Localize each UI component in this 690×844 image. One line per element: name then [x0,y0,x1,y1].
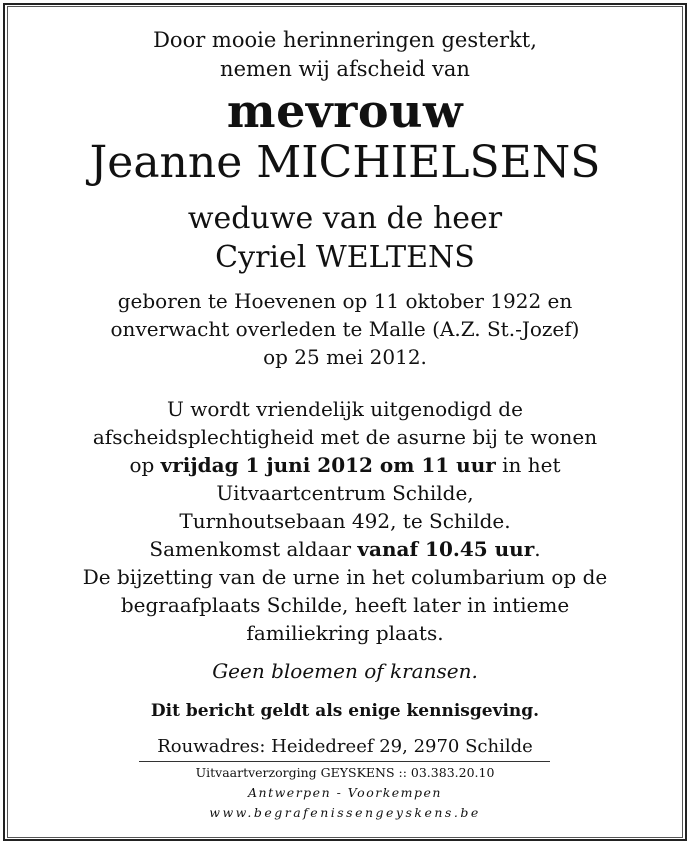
funeral-home-contact: Uitvaartverzorging GEYSKENS :: 03.383.20.10 [195,765,495,780]
invitation-line: familiekring plaats. [246,621,444,645]
birth-death-line: onverwacht overleden te Malle (A.Z. St.-Jozef) [110,317,580,341]
intro-text [0,26,690,84]
spouse-name: Cyriel WELTENS [215,240,475,275]
notice-statement: Dit bericht geldt als enige kennisgeving. [150,701,540,721]
invitation-line [0,535,690,563]
gathering-time: vanaf 10.45 uur [357,537,535,561]
no-flowers-note: Geen bloemen of kransen. [212,659,478,683]
intro-line: Door mooie herinneringen gesterkt, [153,28,537,52]
invitation-text [0,395,690,647]
mourning-address: Rouwadres: Heidedreef 29, 2970 Schilde [157,736,533,757]
invitation-text-segment: Samenkomst aldaar [149,537,358,561]
invitation-line: afscheidsplechtigheid met de asurne bij te wonen [92,425,598,449]
deceased-name: Jeanne MICHIELSENS [89,137,601,188]
ceremony-datetime: vrijdag 1 juni 2012 om 11 uur [160,453,496,477]
venue-name: Uitvaartcentrum Schilde, [216,481,474,505]
invitation-line: De bijzetting van de urne in het columbarium op de [82,565,608,589]
widow-of-line: weduwe van de heer [187,201,503,236]
birth-death-line: geboren te Hoevenen op 11 oktober 1922 en [117,289,573,313]
invitation-line: U wordt vriendelijk uitgenodigd de [167,397,523,421]
salutation-title: mevrouw [226,84,464,138]
birth-death-line: op 25 mei 2012. [263,345,427,369]
intro-line: nemen wij afscheid van [220,57,470,81]
funeral-home-website: www.begrafenissengeyskens.be [209,805,481,820]
funeral-home-cities: Antwerpen - Voorkempen [248,785,442,800]
invitation-line [0,451,690,479]
invitation-text-segment: . [534,537,541,561]
invitation-line: begraafplaats Schilde, heeft later in intieme [120,593,570,617]
invitation-text-segment: in het [495,453,561,477]
invitation-text-segment: op [129,453,161,477]
birth-death-text [0,287,690,371]
divider-line [139,761,550,762]
venue-address: Turnhoutsebaan 492, te Schilde. [179,509,511,533]
